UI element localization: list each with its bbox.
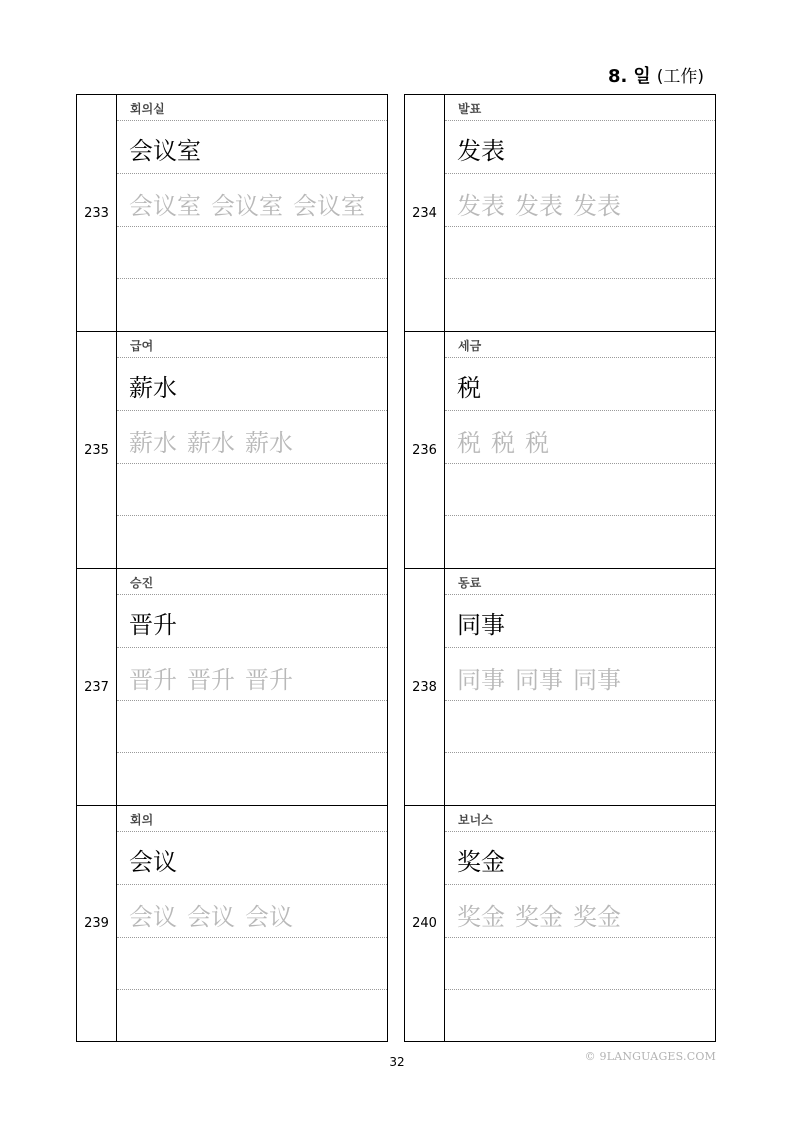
hanzi-row	[445, 358, 715, 411]
trace-word: 薪水	[187, 429, 235, 457]
vocab-number: 235	[77, 332, 117, 568]
chapter-title-korean: 일	[633, 66, 651, 87]
trace-word: 同事	[573, 666, 621, 694]
trace-words	[129, 660, 303, 695]
trace-word: 会议	[187, 903, 235, 931]
korean-word: 보너스	[458, 813, 493, 827]
korean-row	[445, 95, 715, 121]
korean-row	[445, 569, 715, 595]
korean-row	[117, 95, 387, 121]
trace-word: 薪水	[245, 429, 293, 457]
trace-words	[129, 423, 303, 458]
blank-practice-row	[117, 279, 387, 332]
trace-word: 奖金	[515, 903, 563, 931]
korean-row	[117, 332, 387, 358]
trace-row	[117, 648, 387, 701]
blank-practice-row	[117, 753, 387, 806]
blank-practice-row	[445, 938, 715, 990]
trace-word: 会议室	[211, 192, 283, 220]
trace-words	[129, 897, 303, 932]
trace-word: 会议	[129, 903, 177, 931]
trace-word: 会议室	[129, 192, 201, 220]
trace-row	[445, 411, 715, 464]
left-column	[76, 94, 388, 1042]
hanzi-row	[445, 121, 715, 174]
trace-words	[457, 423, 559, 458]
trace-word: 发表	[573, 192, 621, 220]
hanzi-row	[117, 595, 387, 648]
trace-word: 晋升	[187, 666, 235, 694]
trace-word: 税	[491, 429, 515, 457]
practice-area	[445, 806, 715, 1041]
trace-word: 晋升	[245, 666, 293, 694]
practice-area	[445, 569, 715, 805]
chinese-word: 晋升	[129, 611, 177, 639]
vocab-number: 233	[77, 95, 117, 331]
trace-word: 税	[457, 429, 481, 457]
blank-practice-row	[445, 701, 715, 753]
vocab-card	[404, 805, 716, 1042]
vocab-card	[76, 94, 388, 331]
blank-practice-row	[117, 516, 387, 569]
chinese-word: 会议	[129, 848, 177, 876]
trace-row	[117, 885, 387, 938]
chinese-word: 同事	[457, 611, 505, 639]
korean-row	[117, 806, 387, 832]
practice-area	[117, 95, 387, 331]
korean-word: 동료	[458, 576, 482, 590]
chinese-word: 薪水	[129, 374, 177, 402]
trace-row	[445, 174, 715, 227]
chapter-title-chinese: (工作)	[656, 67, 704, 87]
trace-words	[457, 897, 631, 932]
trace-row	[117, 174, 387, 227]
vocab-number: 237	[77, 569, 117, 805]
trace-words	[457, 660, 631, 695]
hanzi-row	[117, 358, 387, 411]
vocab-card	[76, 568, 388, 805]
korean-word: 승진	[130, 576, 154, 590]
blank-practice-row	[445, 279, 715, 332]
korean-row	[445, 332, 715, 358]
korean-word: 회의실	[130, 102, 165, 116]
trace-word: 同事	[515, 666, 563, 694]
blank-practice-row	[445, 516, 715, 569]
vocab-number: 239	[77, 806, 117, 1041]
trace-word: 发表	[457, 192, 505, 220]
trace-row	[445, 885, 715, 938]
trace-word: 会议室	[293, 192, 365, 220]
blank-practice-row	[117, 990, 387, 1043]
vocab-number: 234	[405, 95, 445, 331]
practice-area	[445, 332, 715, 568]
trace-words	[457, 186, 631, 221]
hanzi-row	[445, 595, 715, 648]
vocab-card	[404, 331, 716, 568]
vocab-number: 240	[405, 806, 445, 1041]
trace-word: 奖金	[457, 903, 505, 931]
blank-practice-row	[445, 464, 715, 516]
hanzi-row	[445, 832, 715, 885]
blank-practice-row	[117, 701, 387, 753]
vocab-card	[76, 805, 388, 1042]
practice-area	[117, 332, 387, 568]
vocab-card	[76, 331, 388, 568]
chinese-word: 奖金	[457, 848, 505, 876]
blank-practice-row	[445, 990, 715, 1043]
blank-practice-row	[445, 753, 715, 806]
page-header	[608, 62, 704, 88]
trace-word: 税	[525, 429, 549, 457]
practice-area	[117, 806, 387, 1041]
korean-row	[117, 569, 387, 595]
trace-word: 同事	[457, 666, 505, 694]
trace-words	[129, 186, 375, 221]
chinese-word: 发表	[457, 137, 505, 165]
trace-word: 奖金	[573, 903, 621, 931]
hanzi-row	[117, 832, 387, 885]
korean-word: 급여	[130, 339, 154, 353]
trace-word: 晋升	[129, 666, 177, 694]
trace-word: 发表	[515, 192, 563, 220]
practice-area	[445, 95, 715, 331]
blank-practice-row	[445, 227, 715, 279]
chinese-word: 税	[457, 374, 481, 402]
korean-word: 회의	[130, 813, 154, 827]
vocab-card	[404, 568, 716, 805]
trace-row	[117, 411, 387, 464]
korean-row	[445, 806, 715, 832]
vocab-number: 236	[405, 332, 445, 568]
trace-word: 薪水	[129, 429, 177, 457]
korean-word: 발표	[458, 102, 482, 116]
copyright-notice: © 9LANGUAGES.COM	[584, 1050, 716, 1063]
practice-area	[117, 569, 387, 805]
chapter-number: 8.	[607, 66, 628, 87]
right-column	[404, 94, 716, 1042]
blank-practice-row	[117, 227, 387, 279]
page-number: 32	[389, 1055, 405, 1069]
korean-word: 세금	[458, 339, 482, 353]
hanzi-row	[117, 121, 387, 174]
chinese-word: 会议室	[129, 137, 201, 165]
blank-practice-row	[117, 938, 387, 990]
vocab-card	[404, 94, 716, 331]
vocab-number: 238	[405, 569, 445, 805]
trace-row	[445, 648, 715, 701]
trace-word: 会议	[245, 903, 293, 931]
blank-practice-row	[117, 464, 387, 516]
